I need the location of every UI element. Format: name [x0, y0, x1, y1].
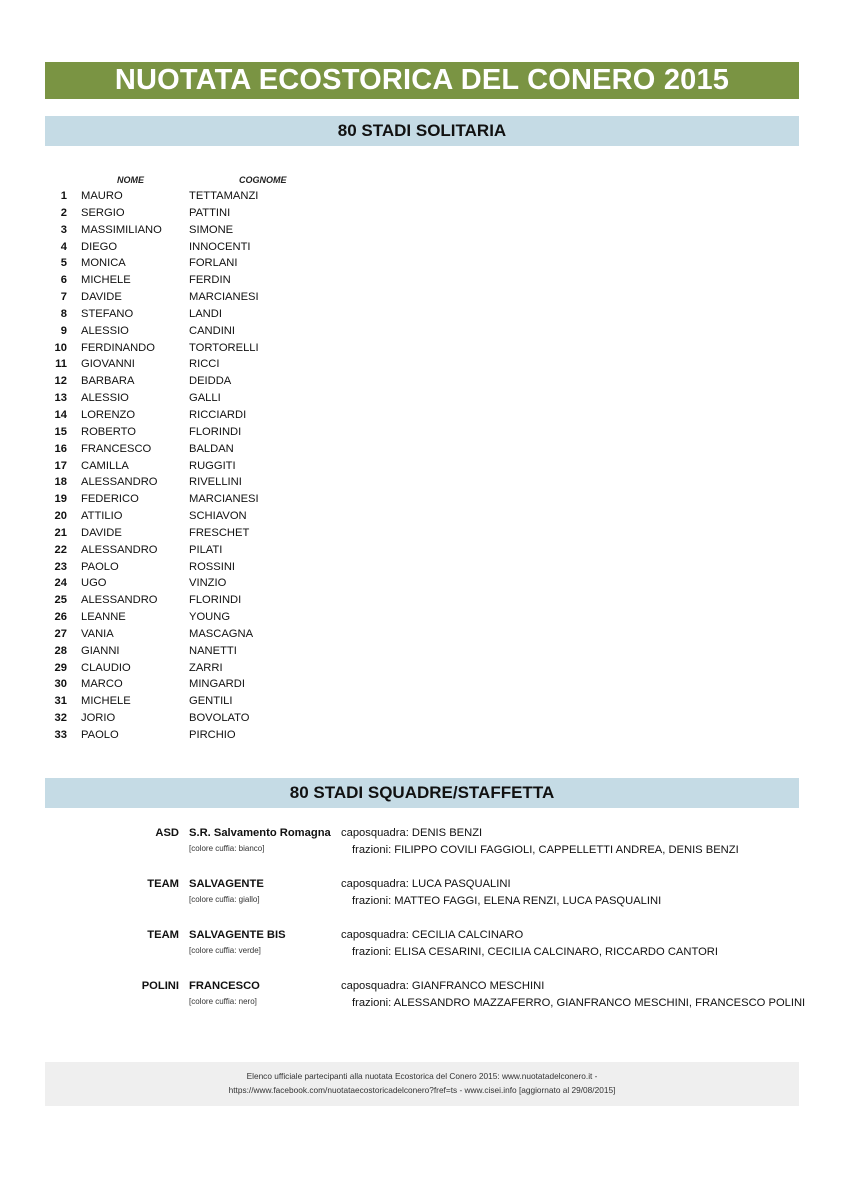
row-number: 24	[54, 577, 67, 590]
footer-note	[45, 1062, 799, 1106]
first-name: CAMILLA	[81, 459, 129, 472]
first-name: LORENZO	[81, 408, 136, 421]
row-number: 2	[60, 206, 67, 219]
last-name: RIVELLINI	[189, 476, 242, 489]
list-item	[0, 508, 849, 525]
first-name: ROBERTO	[81, 425, 136, 438]
column-header-cognome: COGNOME	[239, 175, 287, 185]
team-legs: frazioni: FILIPPO COVILI FAGGIOLI, CAPPELLETTI ANDREA, DENIS BENZI	[352, 844, 739, 856]
last-name: INNOCENTI	[189, 240, 251, 253]
team-prefix: ASD	[155, 827, 179, 839]
team-name: SALVAGENTE	[189, 878, 264, 890]
row-number: 18	[54, 476, 67, 489]
row-number: 30	[54, 678, 67, 691]
row-number: 10	[54, 341, 67, 354]
list-item	[0, 542, 849, 559]
last-name: FLORINDI	[189, 594, 242, 607]
team-name: S.R. Salvamento Romagna	[189, 827, 331, 839]
list-item	[0, 441, 849, 458]
participant-list	[0, 188, 849, 744]
row-number: 32	[54, 712, 67, 725]
first-name: ATTILIO	[81, 510, 123, 523]
last-name: GALLI	[189, 392, 221, 405]
last-name: MARCIANESI	[189, 493, 259, 506]
list-item	[0, 239, 849, 256]
last-name: GENTILI	[189, 695, 233, 708]
last-name: TORTORELLI	[189, 341, 259, 354]
row-number: 12	[54, 375, 67, 388]
team-captain: caposquadra: CECILIA CALCINARO	[341, 929, 524, 941]
team-prefix: TEAM	[147, 878, 179, 890]
first-name: FEDERICO	[81, 493, 139, 506]
first-name: PAOLO	[81, 729, 119, 741]
list-item	[0, 592, 849, 609]
list-item	[0, 693, 849, 710]
last-name: LANDI	[189, 307, 222, 320]
first-name: FERDINANDO	[81, 341, 155, 354]
last-name: FLORINDI	[189, 425, 242, 438]
row-number: 3	[60, 223, 67, 236]
row-number: 8	[60, 307, 67, 320]
row-number: 11	[55, 358, 67, 371]
list-item	[0, 727, 849, 744]
list-item	[0, 676, 849, 693]
team-legs: frazioni: MATTEO FAGGI, ELENA RENZI, LUCA PASQUALINI	[352, 895, 662, 907]
last-name: VINZIO	[189, 577, 227, 590]
team-captain: caposquadra: LUCA PASQUALINI	[341, 878, 511, 890]
last-name: NANETTI	[189, 644, 237, 657]
row-number: 7	[60, 291, 67, 304]
row-number: 26	[54, 611, 67, 624]
last-name: DEIDDA	[189, 375, 232, 388]
list-item	[0, 424, 849, 441]
row-number: 23	[54, 560, 67, 573]
last-name: SIMONE	[189, 223, 234, 236]
page-title: NUOTATA ECOSTORICA DEL CONERO 2015	[45, 62, 799, 99]
list-item	[0, 626, 849, 643]
first-name: ALESSIO	[81, 324, 129, 337]
row-number: 27	[54, 627, 67, 640]
row-number: 31	[54, 695, 67, 708]
last-name: MARCIANESI	[189, 291, 259, 304]
list-item	[0, 373, 849, 390]
first-name: MONICA	[81, 257, 126, 270]
list-item	[0, 340, 849, 357]
list-item	[0, 323, 849, 340]
last-name: ZARRI	[189, 661, 223, 674]
row-number: 29	[54, 661, 67, 674]
last-name: CANDINI	[189, 324, 235, 337]
list-item	[0, 289, 849, 306]
list-item	[0, 609, 849, 626]
first-name: ALESSANDRO	[81, 543, 158, 556]
first-name: JORIO	[81, 712, 116, 725]
last-name: YOUNG	[189, 611, 231, 624]
column-header-nome: NOME	[117, 175, 144, 185]
last-name: MASCAGNA	[189, 627, 254, 640]
team-entry	[0, 929, 849, 965]
first-name: STEFANO	[81, 307, 134, 320]
list-item	[0, 188, 849, 205]
list-item	[0, 222, 849, 239]
last-name: RICCI	[189, 358, 220, 371]
row-number: 28	[54, 644, 67, 657]
row-number: 19	[54, 493, 67, 506]
list-item	[0, 407, 849, 424]
team-captain: caposquadra: GIANFRANCO MESCHINI	[341, 980, 545, 992]
section-heading-squadre: 80 STADI SQUADRE/STAFFETTA	[45, 778, 799, 808]
last-name: PATTINI	[189, 206, 231, 219]
team-entry	[0, 878, 849, 914]
list-item	[0, 272, 849, 289]
first-name: SERGIO	[81, 206, 125, 219]
cap-color-note: [colore cuffia: verde]	[189, 946, 261, 955]
footer-line-2: https://www.facebook.com/nuotataecostoricadelconero?fref=ts - www.cisei.info [aggiornato al 29/08/2015]	[228, 1085, 616, 1095]
list-item	[0, 575, 849, 592]
row-number: 5	[60, 257, 67, 270]
first-name: DIEGO	[81, 240, 118, 253]
row-number: 20	[54, 510, 67, 523]
first-name: MASSIMILIANO	[81, 223, 162, 236]
row-number: 22	[54, 543, 67, 556]
cap-color-note: [colore cuffia: bianco]	[189, 844, 265, 853]
last-name: SCHIAVON	[189, 510, 247, 523]
list-item	[0, 306, 849, 323]
last-name: ROSSINI	[189, 560, 236, 573]
row-number: 33	[54, 729, 67, 741]
row-number: 13	[54, 392, 67, 405]
first-name: PAOLO	[81, 560, 119, 573]
team-prefix: POLINI	[141, 980, 179, 992]
team-entry	[0, 980, 849, 1016]
row-number: 6	[60, 274, 67, 287]
list-item	[0, 458, 849, 475]
row-number: 16	[54, 442, 67, 455]
first-name: ALESSANDRO	[81, 594, 158, 607]
first-name: LEANNE	[81, 611, 126, 624]
section-heading-solitaria: 80 STADI SOLITARIA	[45, 116, 799, 146]
last-name: RICCIARDI	[189, 408, 247, 421]
first-name: DAVIDE	[81, 526, 122, 539]
list-item	[0, 255, 849, 272]
row-number: 4	[60, 240, 67, 253]
footer-line-1: Elenco ufficiale partecipanti alla nuotata Ecostorica del Conero 2015: www.nuotatadelconero.it -	[246, 1071, 598, 1081]
row-number: 21	[54, 526, 67, 539]
list-item	[0, 710, 849, 727]
list-item	[0, 205, 849, 222]
first-name: MARCO	[81, 678, 123, 691]
last-name: PIRCHIO	[189, 729, 236, 741]
list-item	[0, 390, 849, 407]
last-name: FORLANI	[189, 257, 238, 270]
list-item	[0, 474, 849, 491]
first-name: MAURO	[81, 190, 123, 202]
first-name: MICHELE	[81, 274, 131, 287]
last-name: FRESCHET	[189, 526, 250, 539]
first-name: ALESSIO	[81, 392, 129, 405]
last-name: RUGGITI	[189, 459, 236, 472]
row-number: 25	[54, 594, 67, 607]
team-legs: frazioni: ELISA CESARINI, CECILIA CALCINARO, RICCARDO CANTORI	[352, 946, 718, 958]
first-name: GIANNI	[81, 644, 120, 657]
row-number: 9	[60, 324, 67, 337]
row-number: 17	[54, 459, 67, 472]
row-number: 15	[54, 425, 67, 438]
last-name: FERDIN	[189, 274, 231, 287]
cap-color-note: [colore cuffia: nero]	[189, 997, 257, 1006]
team-captain: caposquadra: DENIS BENZI	[341, 827, 483, 839]
team-name: SALVAGENTE BIS	[189, 929, 286, 941]
first-name: FRANCESCO	[81, 442, 152, 455]
first-name: CLAUDIO	[81, 661, 131, 674]
last-name: BOVOLATO	[189, 712, 250, 725]
list-item	[0, 525, 849, 542]
first-name: VANIA	[81, 627, 114, 640]
row-number: 14	[54, 408, 67, 421]
list-item	[0, 660, 849, 677]
first-name: DAVIDE	[81, 291, 122, 304]
team-entry	[0, 827, 849, 863]
first-name: ALESSANDRO	[81, 476, 158, 489]
last-name: TETTAMANZI	[189, 190, 259, 202]
list-item	[0, 643, 849, 660]
row-number: 1	[60, 190, 67, 202]
first-name: GIOVANNI	[81, 358, 135, 371]
list-item	[0, 356, 849, 373]
last-name: PILATI	[189, 543, 223, 556]
last-name: MINGARDI	[189, 678, 245, 691]
team-legs: frazioni: ALESSANDRO MAZZAFERRO, GIANFRANCO MESCHINI, FRANCESCO POLINI	[352, 997, 806, 1009]
first-name: UGO	[81, 577, 107, 590]
last-name: BALDAN	[189, 442, 234, 455]
list-item	[0, 491, 849, 508]
list-item	[0, 559, 849, 576]
cap-color-note: [colore cuffia: giallo]	[189, 895, 260, 904]
team-name: FRANCESCO	[189, 980, 260, 992]
first-name: MICHELE	[81, 695, 131, 708]
first-name: BARBARA	[81, 375, 135, 388]
team-prefix: TEAM	[147, 929, 179, 941]
